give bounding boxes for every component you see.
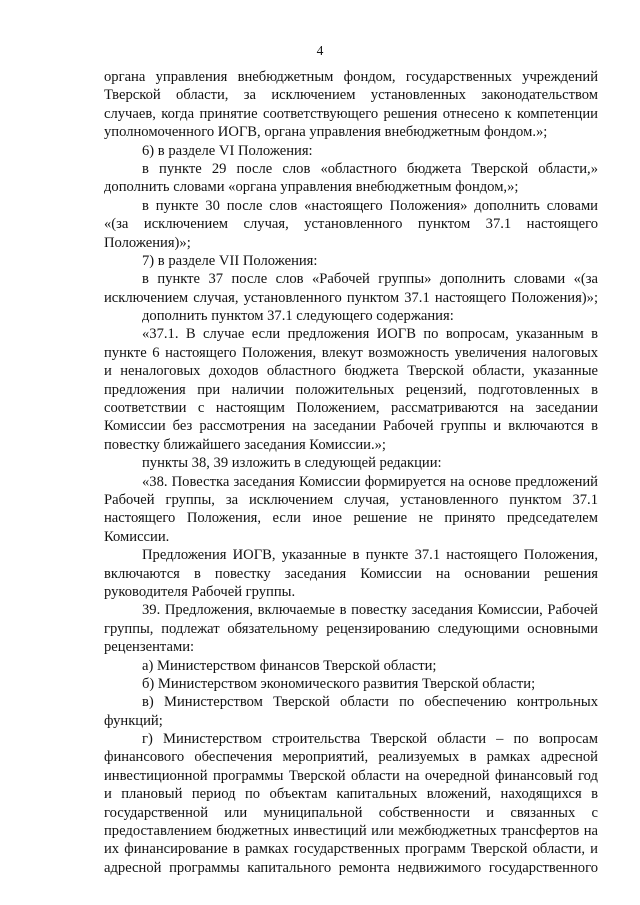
- text-line: г) Министерством строительства Тверской области – по вопросам: [142, 731, 598, 748]
- text-line: пункты 38, 39 изложить в следующей редакции:: [142, 455, 442, 472]
- text-line: инвестиционной программы Тверской области на очередной финансовый год: [104, 767, 598, 784]
- text-line: 6) в разделе VI Положения:: [142, 142, 313, 159]
- text-line: в пункте 30 после слов «настоящего Положения» дополнить словами: [142, 197, 598, 214]
- text-line: государственной или муниципальной собственности и связанных с: [104, 804, 598, 821]
- text-line: предоставлением бюджетных инвестиций или межбюджетных трансфертов на: [104, 823, 598, 840]
- text-line: исключением случая, установленного пунктом 37.1 настоящего Положения)»;: [104, 289, 598, 306]
- text-line: Комиссии.: [104, 528, 170, 545]
- text-line: 7) в разделе VII Положения:: [142, 252, 318, 269]
- text-line: в пункте 37 после слов «Рабочей группы» дополнить словами «(за: [142, 271, 598, 288]
- text-line: Положения)»;: [104, 234, 191, 251]
- text-line: пункте 6 настоящего Положения, влекут возможность увеличения налоговых: [104, 344, 598, 361]
- text-line: Комиссии без рассмотрения на заседании Рабочей группы и включаются в: [104, 418, 598, 435]
- text-line: «38. Повестка заседания Комиссии формируется на основе предложений: [142, 473, 598, 490]
- text-line: Рабочей группы, за исключением случая, установленного пунктом 37.1: [104, 491, 598, 508]
- text-line: дополнить пунктом 37.1 следующего содержания:: [142, 308, 454, 325]
- text-line: органа управления внебюджетным фондом, государственных учреждений: [104, 69, 598, 85]
- text-line: случаев, когда принятие соответствующего решения отнесено к компетенции: [104, 105, 598, 122]
- text-line: повестку ближайшего заседания Комиссии.»;: [104, 436, 386, 453]
- text-line: дополнить словами «органа управления внебюджетным фондом,»;: [104, 179, 519, 196]
- text-line: 39. Предложения, включаемые в повестку заседания Комиссии, Рабочей: [142, 602, 598, 619]
- text-line: «(за исключением случая, установленного пунктом 37.1 настоящего: [104, 216, 598, 233]
- text-line: рецензентами:: [104, 639, 195, 656]
- text-line: уполномоченного ИОГВ, органа управления внебюджетным фондом.»;: [104, 124, 548, 141]
- text-line: их финансирование в рамках государственных программ Тверской области, и: [104, 841, 598, 858]
- text-line: в) Министерством Тверской области по обеспечению контрольных: [142, 694, 598, 711]
- text-line: б) Министерством экономического развития Тверской области;: [142, 675, 536, 692]
- text-line: и неналоговых доходов областного бюджета Тверской области, указанные: [104, 363, 598, 380]
- text-line: и плановый период по объектам капитальных вложений, находящихся в: [104, 786, 598, 803]
- text-line: настоящего Положения, если иное решение не принято председателем: [104, 510, 598, 527]
- text-line: Тверской области, за исключением установленных законодательством: [104, 87, 598, 104]
- text-line: предложения при наличии положительных рецензий, подготовленных в: [104, 381, 598, 398]
- text-line: руководителя Рабочей группы.: [104, 583, 296, 600]
- text-line: адресной программы капитального ремонта недвижимого государственного: [104, 859, 598, 876]
- text-line: «37.1. В случае если предложения ИОГВ по вопросам, указанным в: [142, 326, 598, 343]
- text-line: финансового обеспечения мероприятий, реализуемых в рамках адресной: [104, 749, 598, 766]
- text-line: а) Министерством финансов Тверской области;: [142, 657, 437, 674]
- text-line: включаются в повестку заседания Комиссии на основании решения: [104, 565, 598, 582]
- text-line: соответствии с настоящим Положением, рассматриваются на заседании: [104, 400, 598, 417]
- text-line: в пункте 29 после слов «областного бюджета Тверской области,»: [142, 160, 598, 177]
- text-line: функций;: [104, 712, 163, 729]
- text-line: Предложения ИОГВ, указанные в пункте 37.1 настоящего Положения,: [142, 547, 598, 564]
- page-number: 4: [316, 43, 324, 58]
- text-line: группы, подлежат обязательному рецензированию следующими основными: [104, 620, 598, 637]
- document-body: [104, 68, 598, 877]
